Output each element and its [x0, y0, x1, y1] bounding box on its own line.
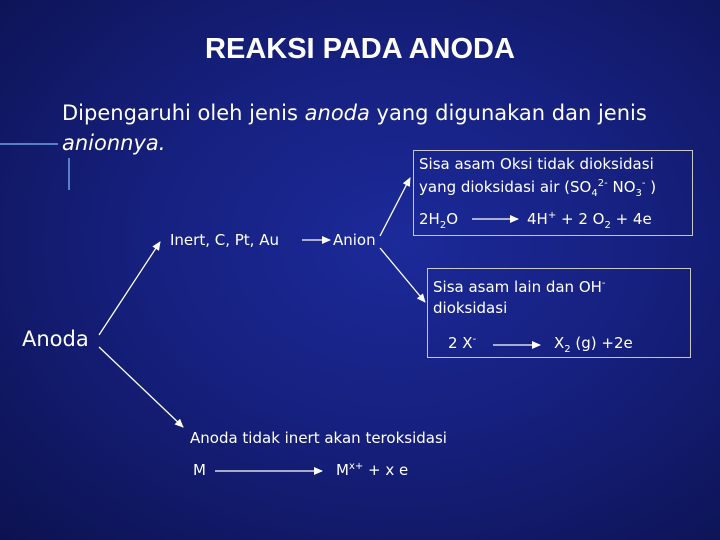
branch-to-inert — [99, 242, 160, 335]
branch-to-noninert — [99, 347, 183, 427]
branch-anion-to-oxy — [380, 178, 410, 236]
oxy-box-line2: yang dioksidasi air ($SO_4^{2-}$ $NO_3^-$ ) — [419, 178, 657, 199]
root-label-anoda: Anoda — [22, 327, 89, 351]
anion-label: Anion — [333, 231, 376, 249]
oxy-eq-left: $2H_2O$ — [419, 210, 459, 231]
oxy-box-line1: Sisa asam Oksi tidak dioksidasi — [419, 155, 654, 173]
branch-anion-to-other — [380, 248, 425, 302]
other-box-line2: dioksidasi — [433, 299, 508, 317]
noninert-eq-right: $M^{x+} + x$ e — [336, 461, 409, 479]
noninert-eq-left: M — [193, 461, 206, 479]
page-title: REAKSI PADA ANODA — [205, 33, 515, 65]
subtitle-prefix: Dipengaruhi oleh jenis — [62, 101, 305, 125]
other-eq-right: $X_2$ (g) +2e — [554, 334, 633, 355]
noninert-label: Anoda tidak inert akan teroksidasi — [190, 429, 447, 447]
subtitle-anion: anionnya. — [62, 131, 166, 155]
other-eq-left: 2 X- — [448, 334, 477, 352]
oxy-eq-right: 4H+ + 2 $O_2 + 4e$ — [527, 210, 652, 231]
subtitle-anoda: anoda — [304, 101, 370, 125]
inert-label: Inert, C, Pt, Au — [170, 231, 279, 249]
subtitle-middle: yang digunakan dan jenis — [369, 101, 647, 125]
other-box-line1: Sisa asam lain dan OH- — [433, 278, 606, 296]
